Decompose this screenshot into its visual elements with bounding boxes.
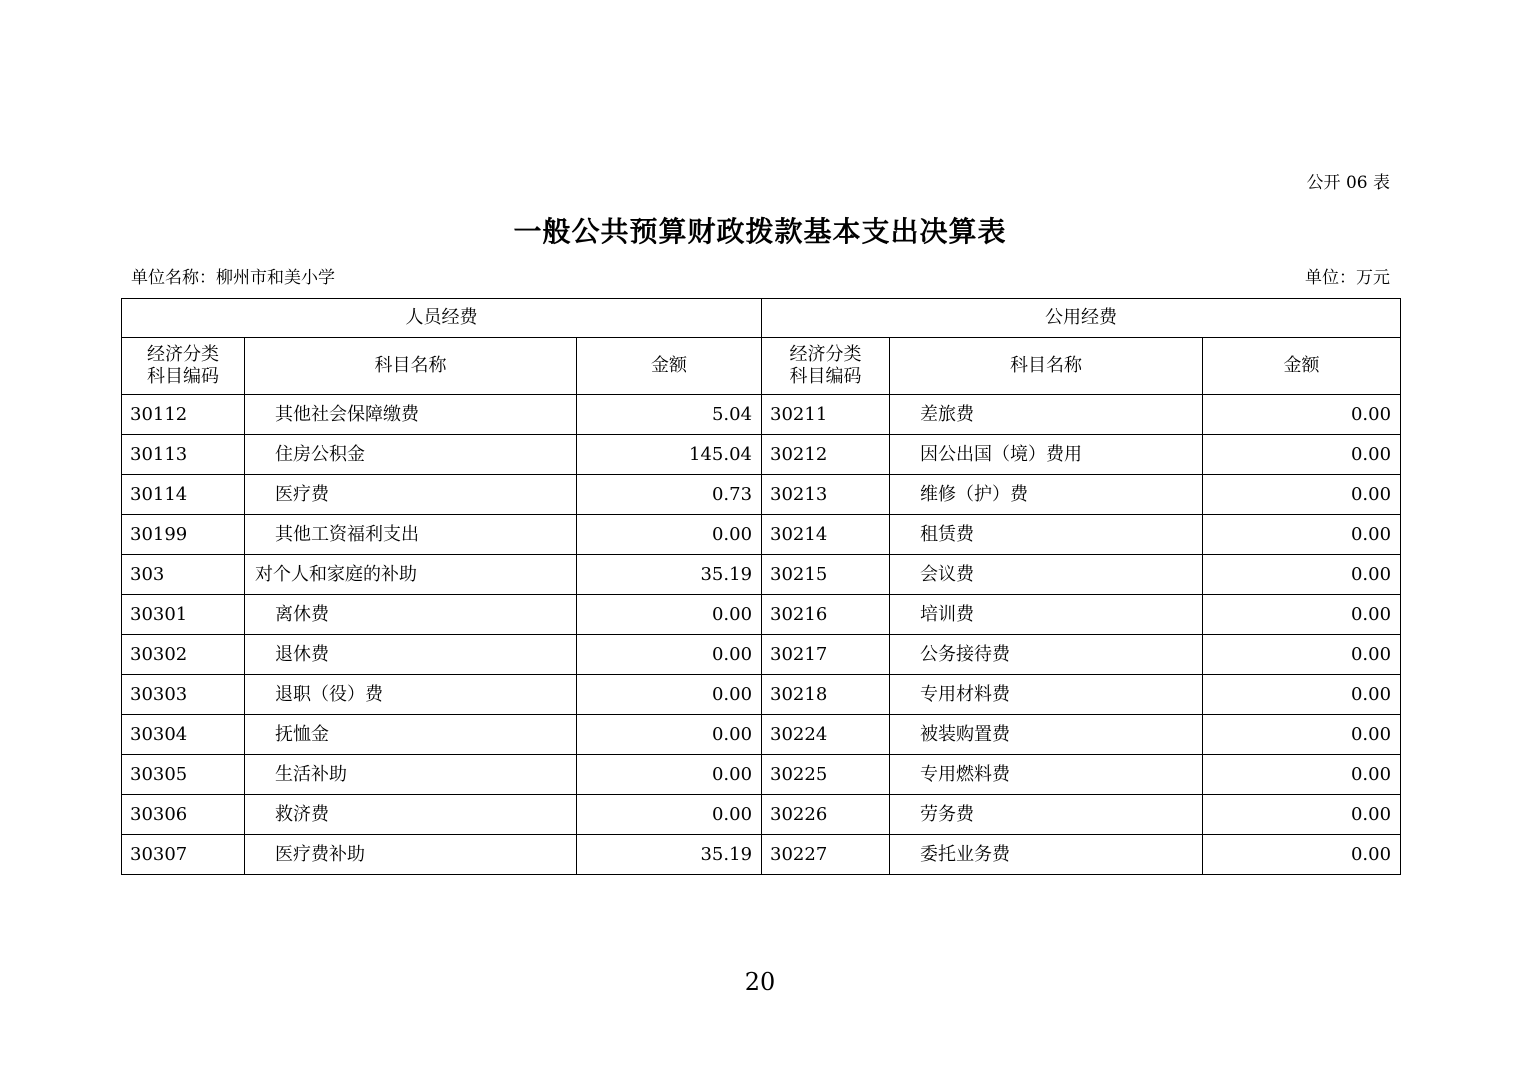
table-row [122,795,1401,835]
table-number: 公开 06 表 [1306,173,1390,193]
right-name-cell: 培训费 [890,595,1203,635]
left-amount-cell: 0.00 [577,595,762,635]
left-code-cell: 303 [122,555,245,595]
right-code-cell: 30217 [762,635,890,675]
right-code-cell: 30226 [762,795,890,835]
col-code-line1: 经济分类 [147,344,219,365]
col-name-header-left: 科目名称 [245,338,577,395]
group-header-row [122,299,1401,338]
unit-name: 单位名称：柳州市和美小学 [131,268,335,288]
table-row [122,515,1401,555]
column-header-row [122,338,1401,395]
col-code-line1: 经济分类 [789,344,862,365]
right-code-cell: 30225 [762,755,890,795]
left-code-cell: 30199 [122,515,245,555]
right-amount-cell: 0.00 [1203,555,1401,595]
left-code-cell: 30302 [122,635,245,675]
left-name-cell: 救济费 [245,795,577,835]
table-row [122,435,1401,475]
right-name-cell: 租赁费 [890,515,1203,555]
right-name-cell: 被装购置费 [890,715,1203,755]
left-code-cell: 30112 [122,395,245,435]
right-amount-cell: 0.00 [1203,435,1401,475]
right-name-cell: 维修（护）费 [890,475,1203,515]
right-code-cell: 30227 [762,835,890,875]
right-amount-cell: 0.00 [1203,635,1401,675]
right-name-cell: 专用燃料费 [890,755,1203,795]
right-amount-cell: 0.00 [1203,675,1401,715]
right-name-cell: 委托业务费 [890,835,1203,875]
right-name-cell: 公务接待费 [890,635,1203,675]
unit-label: 单位：万元 [1305,268,1390,288]
left-code-cell: 30307 [122,835,245,875]
left-name-cell: 离休费 [245,595,577,635]
right-code-cell: 30214 [762,515,890,555]
right-code-cell: 30215 [762,555,890,595]
right-name-cell: 劳务费 [890,795,1203,835]
right-code-cell: 30212 [762,435,890,475]
right-code-cell: 30218 [762,675,890,715]
left-amount-cell: 0.00 [577,635,762,675]
table-row [122,395,1401,435]
right-name-cell: 会议费 [890,555,1203,595]
col-code-header-right [762,338,890,395]
left-amount-cell: 35.19 [577,555,762,595]
right-name-cell: 专用材料费 [890,675,1203,715]
group-public-header: 公用经费 [762,299,1401,338]
col-code-line2: 科目编码 [789,366,862,387]
left-name-cell: 退休费 [245,635,577,675]
right-name-cell: 差旅费 [890,395,1203,435]
table-row [122,715,1401,755]
left-code-cell: 30113 [122,435,245,475]
left-code-cell: 30305 [122,755,245,795]
right-amount-cell: 0.00 [1203,755,1401,795]
group-personnel-header: 人员经费 [122,299,762,338]
left-name-cell: 对个人和家庭的补助 [245,555,577,595]
col-amount-header-right: 金额 [1203,338,1401,395]
left-name-cell: 其他社会保障缴费 [245,395,577,435]
left-name-cell: 医疗费 [245,475,577,515]
right-amount-cell: 0.00 [1203,595,1401,635]
right-amount-cell: 0.00 [1203,795,1401,835]
left-code-cell: 30303 [122,675,245,715]
left-amount-cell: 5.04 [577,395,762,435]
right-amount-cell: 0.00 [1203,835,1401,875]
left-name-cell: 其他工资福利支出 [245,515,577,555]
left-amount-cell: 0.73 [577,475,762,515]
table-row [122,595,1401,635]
table-row [122,475,1401,515]
expenditure-table [121,298,1401,875]
right-code-cell: 30213 [762,475,890,515]
right-code-cell: 30216 [762,595,890,635]
left-amount-cell: 0.00 [577,795,762,835]
right-amount-cell: 0.00 [1203,715,1401,755]
col-code-header-left [122,338,245,395]
right-name-cell: 因公出国（境）费用 [890,435,1203,475]
table-row [122,555,1401,595]
left-name-cell: 生活补助 [245,755,577,795]
left-name-cell: 医疗费补助 [245,835,577,875]
left-amount-cell: 0.00 [577,675,762,715]
right-code-cell: 30211 [762,395,890,435]
left-amount-cell: 0.00 [577,755,762,795]
left-name-cell: 退职（役）费 [245,675,577,715]
col-code-line2: 科目编码 [147,366,219,387]
page-number: 20 [744,968,776,996]
col-name-header-right: 科目名称 [890,338,1203,395]
page-title: 一般公共预算财政拨款基本支出决算表 [513,215,1007,248]
left-code-cell: 30301 [122,595,245,635]
left-name-cell: 抚恤金 [245,715,577,755]
left-code-cell: 30114 [122,475,245,515]
left-code-cell: 30304 [122,715,245,755]
table-row [122,635,1401,675]
right-amount-cell: 0.00 [1203,395,1401,435]
table-row [122,835,1401,875]
table-row [122,755,1401,795]
left-name-cell: 住房公积金 [245,435,577,475]
right-amount-cell: 0.00 [1203,475,1401,515]
left-amount-cell: 35.19 [577,835,762,875]
left-amount-cell: 0.00 [577,515,762,555]
right-code-cell: 30224 [762,715,890,755]
col-amount-header-left: 金额 [577,338,762,395]
left-code-cell: 30306 [122,795,245,835]
left-amount-cell: 145.04 [577,435,762,475]
left-amount-cell: 0.00 [577,715,762,755]
table-row [122,675,1401,715]
right-amount-cell: 0.00 [1203,515,1401,555]
